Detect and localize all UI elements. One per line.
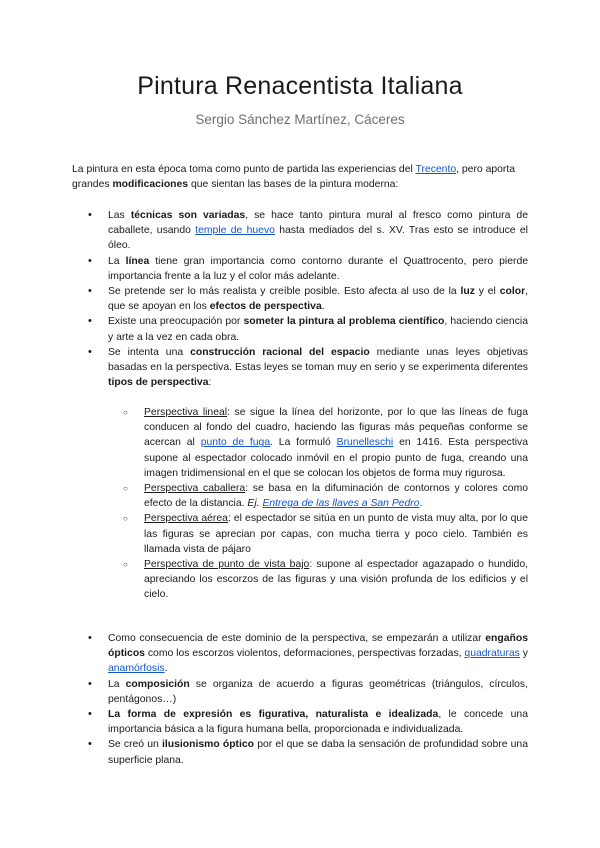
list-item: • La línea tiene gran importancia como contorno durante el Quattrocento, pero pierde importancia frente a la luz y el color más adelante. (72, 254, 528, 284)
perspective-types-list (108, 405, 528, 603)
intro-paragraph: La pintura en esta época toma como punto de partida las experiencias del Trecento, pero aporta grandes modificaciones que sientan las bases de la pintura moderna: (72, 164, 516, 191)
list-item: ○ Perspectiva caballera: se basa en la difuminación de contornos y colores como efecto de la distancia. Ej. Entrega de las llaves a San Pedro. (108, 481, 528, 511)
list-item: • Existe una preocupación por someter la pintura al problema científico, haciendo ciencia y arte a la vez en cada obra. (72, 314, 528, 344)
list-item: ○ Perspectiva lineal: se sigue la línea del horizonte, por lo que las líneas de fuga conducen al fondo del cuadro, haciendo las figuras más pequeñas conforme se acercan al punto de fuga. La formuló Brunelleschi en 1416. Esta perspectiva supone al espectador colocado inmóvil en el propio punto de fuga, creando una imagen tridimensional en el que se colocan los objetos de forma muy rigurosa. (108, 405, 528, 481)
list-item: ○ Perspectiva aérea: el espectador se sitúa en un punto de vista muy alta, por lo que las figuras se aprecian por capas, con mucha tierra y poco cielo. También es llamada vista de pájaro (108, 511, 528, 557)
link-entrega-de-las-llaves[interactable]: Entrega de las llaves a San Pedro (262, 498, 420, 510)
link-anamorfosis[interactable]: anamórfosis (108, 663, 165, 675)
link-temple-de-huevo[interactable]: temple de huevo (195, 225, 275, 237)
page-title: Pintura Renacentista Italiana (137, 72, 463, 100)
characteristics-list (72, 208, 528, 390)
list-item: • Se pretende ser lo más realista y creíble posible. Esto afecta al uso de la luz y el color, que se apoyan en los efectos de perspectiva. (72, 284, 528, 314)
link-punto-de-fuga[interactable]: punto de fuga (200, 437, 271, 449)
link-quadraturas[interactable]: quadraturas (464, 648, 520, 660)
list-item: • Como consecuencia de este dominio de la perspectiva, se empezarán a utilizar engaños ópticos como los escorzos violentos, deformaciones, perspectivas forzadas, quadraturas y anamórfosis. (72, 631, 528, 677)
link-trecento[interactable]: Trecento (415, 164, 457, 175)
page-subtitle: Sergio Sánchez Martínez, Cáceres (195, 112, 405, 127)
list-item: • Se creó un ilusionismo óptico por el que se daba la sensación de profundidad sobre una superficie plana. (72, 737, 528, 767)
consequences-list (72, 631, 528, 768)
list-item: • La composición se organiza de acuerdo a figuras geométricas (triángulos, círculos, pentágonos…) (72, 677, 528, 707)
list-item: • Se intenta una construcción racional del espacio mediante unas leyes objetivas basadas en la perspectiva. Estas leyes se toman muy en serio y se experimenta diferentes tipos de perspectiva: (72, 345, 528, 391)
link-brunelleschi[interactable]: Brunelleschi (336, 437, 394, 449)
list-item: ○ Perspectiva de punto de vista bajo: supone al espectador agazapado o hundido, apreciando los escorzos de las figuras y una visión profunda de los edificios y el cielo. (108, 557, 528, 603)
list-item: • La forma de expresión es figurativa, naturalista e idealizada, le concede una importancia básica a la figura humana bella, proporcionada e individualizada. (72, 707, 528, 737)
list-item: • Las técnicas son variadas, se hace tanto pintura mural al fresco como pintura de caballete, usando temple de huevo hasta mediados del s. XV. Tras esto se introduce el óleo. (72, 208, 528, 254)
